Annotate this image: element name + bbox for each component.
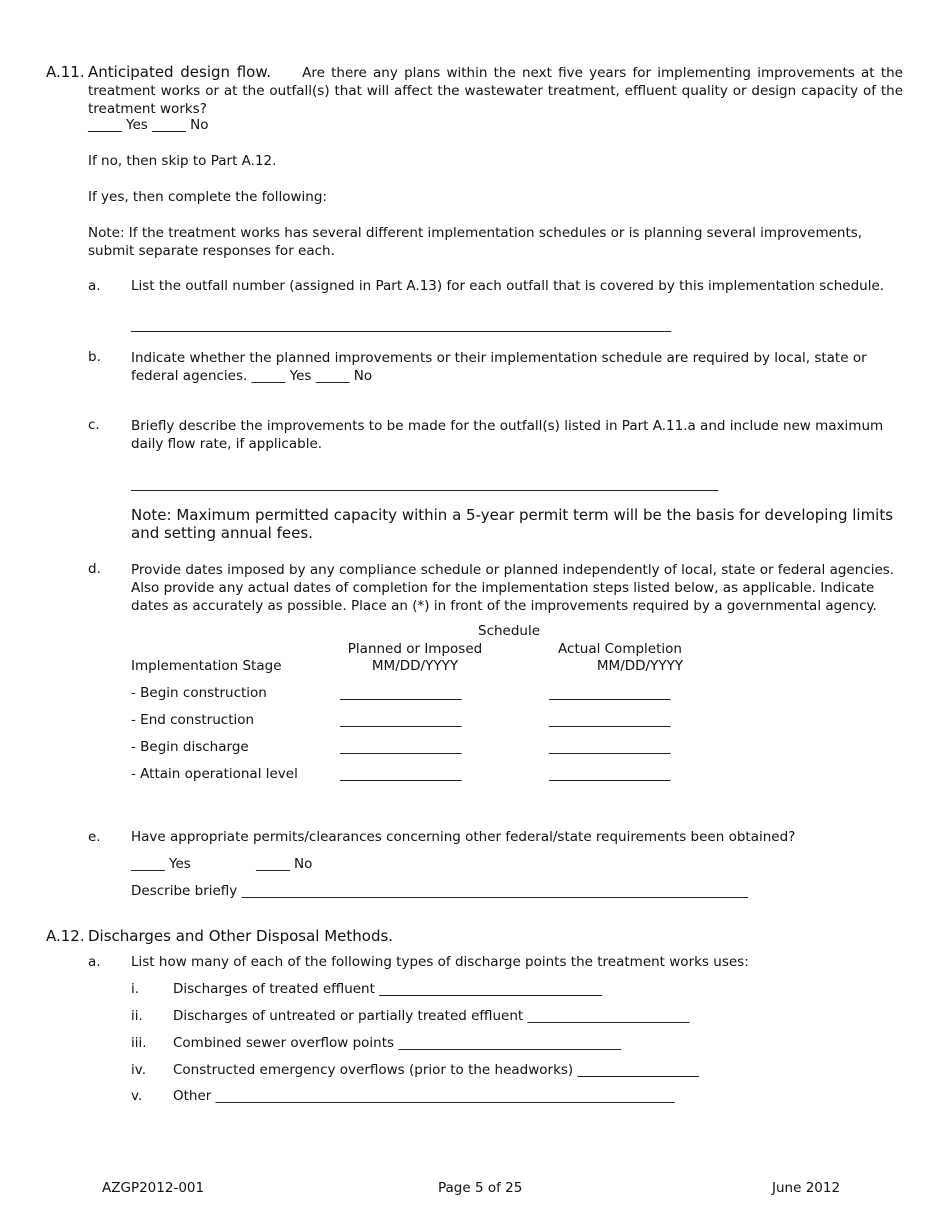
a11-note: Note: If the treatment works has several different implementation schedules or is planning several improvements, submit separate responses for each.	[88, 225, 863, 259]
footer-doc-id: AZGP2012-001	[102, 1180, 205, 1196]
a12-item-a-label: a.	[88, 954, 101, 970]
section-title-a12: Discharges and Other Disposal Methods.	[88, 927, 394, 945]
section-number-a11: A.11.	[46, 63, 85, 81]
list-item-number: i.	[131, 981, 140, 997]
other-discharge-field[interactable]: Other ____________________________________________________________________	[173, 1088, 675, 1104]
stage-end-construction: - End construction	[131, 712, 255, 728]
planned-date-field[interactable]: __________________	[340, 739, 462, 755]
a11-yes-no-field[interactable]: _____ Yes _____ No	[88, 117, 209, 133]
discharge-untreated-field[interactable]: Discharges of untreated or partially treated effluent ________________________	[173, 1008, 690, 1024]
footer-date: June 2012	[772, 1180, 841, 1196]
schedule-header: Schedule	[478, 623, 541, 639]
list-item-number: ii.	[131, 1008, 143, 1024]
section-title-a11: Anticipated design flow.	[88, 63, 272, 81]
actual-date-field[interactable]: __________________	[549, 766, 671, 782]
item-b-label: b.	[88, 349, 101, 365]
actual-date-field[interactable]: __________________	[549, 739, 671, 755]
footer-page-number: Page 5 of 25	[438, 1180, 523, 1196]
col-stage-header: Implementation Stage	[131, 658, 282, 674]
col-actual-format: MM/DD/YYYY	[596, 658, 684, 674]
section-number-a12: A.12.	[46, 927, 85, 945]
list-item-number: iv.	[131, 1062, 146, 1078]
actual-date-field[interactable]: __________________	[549, 685, 671, 701]
item-e-text: Have appropriate permits/clearances concerning other federal/state requirements been obtained?	[131, 829, 796, 845]
item-d-text: Provide dates imposed by any compliance schedule or planned independently of local, state or federal agencies. Also provide any actual dates of completion for the implementation steps listed below, as applicable. Indicate dates as accurately as possible. Place an (*) in front of the improvements required by a governmental agency.	[131, 562, 895, 614]
stage-attain-operational-level: - Attain operational level	[131, 766, 298, 782]
discharge-treated-field[interactable]: Discharges of treated effluent _________________________________	[173, 981, 602, 997]
item-c-label: c.	[88, 417, 100, 433]
a11-if-yes: If yes, then complete the following:	[88, 189, 327, 205]
permits-yes-field[interactable]: _____ Yes	[131, 856, 191, 872]
planned-date-field[interactable]: __________________	[340, 712, 462, 728]
col-planned-header: Planned or Imposed	[347, 641, 483, 657]
stage-begin-construction: - Begin construction	[131, 685, 267, 701]
planned-date-field[interactable]: __________________	[340, 685, 462, 701]
item-d-label: d.	[88, 561, 101, 577]
item-e-label: e.	[88, 829, 101, 845]
item-c-text: Briefly describe the improvements to be made for the outfall(s) listed in Part A.11.a and include new maximum daily flow rate, if applicable.	[131, 418, 884, 452]
col-actual-header: Actual Completion	[558, 641, 682, 657]
item-b-text[interactable]: Indicate whether the planned improvements or their implementation schedule are required by local, state or federal agencies. _____ Yes _____ No	[131, 350, 867, 384]
a11-if-no: If no, then skip to Part A.12.	[88, 153, 277, 169]
planned-date-field[interactable]: __________________	[340, 766, 462, 782]
emergency-overflows-field[interactable]: Constructed emergency overflows (prior to the headworks) __________________	[173, 1062, 699, 1078]
item-a-label: a.	[88, 278, 101, 294]
a12-item-a-text: List how many of each of the following types of discharge points the treatment works uses:	[131, 954, 749, 970]
item-a-text: List the outfall number (assigned in Part A.13) for each outfall that is covered by this implementation schedule.	[131, 278, 885, 294]
outfall-number-field[interactable]: ________________________________________________________________________________	[131, 317, 671, 333]
col-planned-format: MM/DD/YYYY	[371, 658, 459, 674]
item-c-note: Note: Maximum permitted capacity within a 5-year permit term will be the basis for developing limits and setting annual fees.	[131, 506, 894, 542]
improvements-description-field[interactable]: _______________________________________________________________________________________	[131, 476, 719, 492]
list-item-number: iii.	[131, 1035, 147, 1051]
stage-begin-discharge: - Begin discharge	[131, 739, 249, 755]
combined-sewer-field[interactable]: Combined sewer overflow points _________________________________	[173, 1035, 622, 1051]
describe-briefly-field[interactable]: Describe briefly ___________________________________________________________________________	[131, 883, 748, 899]
list-item-number: v.	[131, 1088, 143, 1104]
permits-no-field[interactable]: _____ No	[256, 856, 313, 872]
actual-date-field[interactable]: __________________	[549, 712, 671, 728]
section-a11-question: Are there any plans within the next five years for implementing improvements at the treatment works or at the outfall(s) that will affect the wastewater treatment, effluent quality or design capacity of the treatment works?	[88, 65, 903, 117]
section-a11-intro	[88, 63, 903, 118]
